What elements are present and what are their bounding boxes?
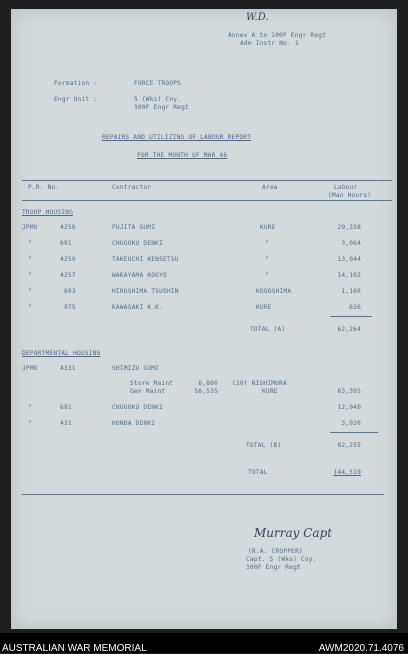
row-contractor: CHUGOKU DENKI (112, 240, 164, 247)
row-pr-no: 4331 (60, 365, 76, 372)
row-area: KURE (256, 304, 272, 311)
row-pr-no: 693 (64, 288, 76, 295)
engr-unit-value-1: 5 (Wks) Coy. (134, 96, 182, 103)
row-contractor: SHIMIZU GUMI (112, 365, 160, 372)
row-hours: 29,338 (337, 224, 361, 231)
row-prefix: " (28, 256, 32, 263)
grand-total-value: 144,519 (333, 469, 361, 476)
row-contractor: HONDA DENKI (112, 420, 156, 427)
archive-footer (0, 633, 408, 653)
report-subtitle: FOR THE MONTH OF MAR 46 (137, 152, 228, 159)
header-rule-bottom (22, 200, 392, 201)
row-hours: 12,940 (337, 404, 361, 411)
row-hours: 14,102 (337, 272, 361, 279)
formation-label: Formation : (54, 80, 98, 87)
section-heading-troop-housing: TROOP HOUSING (22, 209, 74, 216)
subtotal-rule (330, 316, 372, 317)
row-prefix: " (28, 272, 32, 279)
row-contractor: WAKAYAMA KOGYO (112, 272, 167, 279)
row-prefix: JPMO (22, 224, 38, 231)
row-pr-no: 691 (60, 240, 72, 247)
col-contractor: Contractor (112, 184, 152, 191)
footer-accession-id: AWM2020.71.4076 (318, 643, 404, 654)
total-a-value: 62,264 (337, 326, 361, 333)
signatory-rank: Capt. 5 (Wks) Coy. (246, 556, 317, 563)
row-prefix: " (28, 420, 32, 427)
gen-maint-value: 56,535 (194, 388, 218, 395)
subtotal-rule (330, 432, 378, 433)
section-heading-departmental-housing: DEPARTMENTAL HOUSING (22, 350, 101, 357)
row-contractor: FUJITA GUMI (112, 224, 156, 231)
gen-maint-label: Gen Maint (130, 388, 166, 395)
total-a-label: TOTAL (A) (250, 326, 286, 333)
annex-line-1: Annex A to 100F Engr Regt (228, 32, 327, 39)
row-contractor: TAKEUCHI KENSETSU (112, 256, 179, 263)
row-prefix: " (28, 240, 32, 247)
row-contractor: CHUGOKU DENKI (112, 404, 164, 411)
handwritten-annotation: W.D. (246, 12, 269, 23)
row-contractor: HIROSHIMA TSUSHIN (112, 288, 179, 295)
row-hours: 636 (349, 304, 361, 311)
row-area: KURE (260, 224, 276, 231)
row-prefix: " (28, 304, 32, 311)
row-area: KOGOSHIMA (256, 288, 292, 295)
row-pr-no: 975 (64, 304, 76, 311)
row-prefix: JPMO (22, 365, 38, 372)
formation-value: FORCE TROOPS (134, 80, 182, 87)
row-prefix: " (28, 288, 32, 295)
col-pr-no: P.R. No. (28, 184, 60, 191)
total-b-value: 82,255 (337, 442, 361, 449)
store-maint-note: (20) NISHIMURA (232, 380, 287, 387)
signatory-name: (R.A. CROPPER) (248, 548, 303, 555)
row-hours: 3,920 (341, 420, 361, 427)
row-hours: 1,160 (341, 288, 361, 295)
row-prefix: " (28, 404, 32, 411)
table-end-rule (22, 494, 384, 495)
row-pr-no: 431 (60, 420, 72, 427)
gen-maint-note: KURE (262, 388, 278, 395)
footer-institution: AUSTRALIAN WAR MEMORIAL (2, 643, 147, 654)
report-title: REPAIRS AND UTILIZING OF LABOUR REPORT (102, 134, 252, 141)
col-labour: Labour (334, 184, 358, 191)
row-area: " (265, 256, 269, 263)
row-hours: 3,064 (341, 240, 361, 247)
store-maint-label: Store Maint (130, 380, 174, 387)
row-area: " (265, 240, 269, 247)
row-pr-no: 4259 (60, 256, 76, 263)
col-area: Area (262, 184, 278, 191)
engr-unit-label: Engr Unit : (54, 96, 98, 103)
col-labour-sub: (Man Hours) (328, 192, 372, 199)
row-pr-no: 691 (60, 404, 72, 411)
row-hours: 63,395 (337, 388, 361, 395)
signature-handwriting: Murray Capt (254, 526, 333, 540)
annex-line-2: Adm Instr No. 1 (240, 40, 299, 47)
header-rule-top (22, 180, 392, 181)
row-area: " (265, 272, 269, 279)
store-maint-value: 6,860 (198, 380, 218, 387)
row-hours: 13,944 (337, 256, 361, 263)
grand-total-label: TOTAL (248, 469, 268, 476)
signatory-unit: 100F Engr Regt (246, 564, 301, 571)
row-contractor: KAWASAKI K.K. (112, 304, 164, 311)
row-pr-no: 4258 (60, 224, 76, 231)
row-pr-no: 4257 (60, 272, 76, 279)
total-b-label: TOTAL (B) (246, 442, 282, 449)
engr-unit-value-2: 100F Engr Regt (134, 104, 189, 111)
